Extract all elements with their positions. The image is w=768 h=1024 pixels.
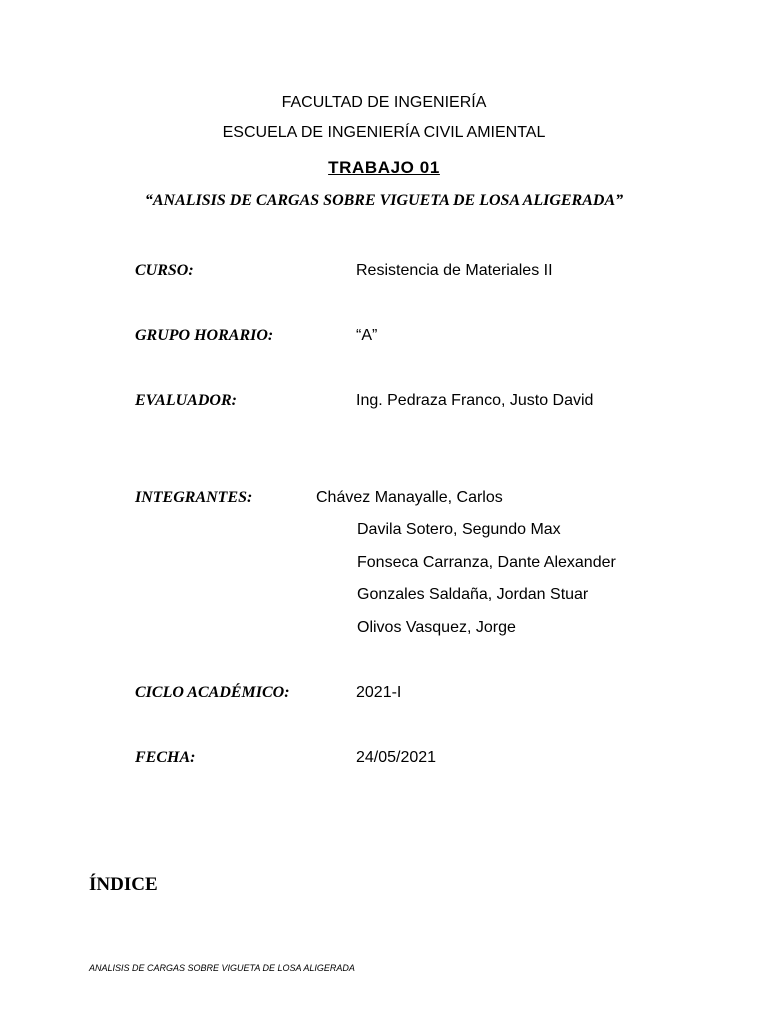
curso-label: CURSO: <box>135 262 194 279</box>
ciclo-academico-value: 2021-I <box>356 684 402 701</box>
integrante-name: Chávez Manayalle, Carlos <box>316 489 503 506</box>
curso-value: Resistencia de Materiales II <box>356 262 553 279</box>
integrante-name: Davila Sotero, Segundo Max <box>357 521 561 538</box>
grupo-horario-value: “A” <box>356 327 378 344</box>
assignment-title: TRABAJO 01 <box>328 158 440 177</box>
evaluador-label: EVALUADOR: <box>135 392 237 409</box>
grupo-horario-label: GRUPO HORARIO: <box>135 327 274 344</box>
integrantes-label: INTEGRANTES: <box>135 489 253 506</box>
assignment-subject: “ANALISIS DE CARGAS SOBRE VIGUETA DE LOSA ALIGERADA” <box>144 192 624 209</box>
integrante-name: Olivos Vasquez, Jorge <box>357 619 516 636</box>
integrante-name: Gonzales Saldaña, Jordan Stuar <box>357 586 589 603</box>
fecha-value: 24/05/2021 <box>356 749 437 766</box>
index-heading: ÍNDICE <box>89 874 158 895</box>
ciclo-academico-label: CICLO ACADÉMICO: <box>135 684 290 701</box>
page-footer: ANALISIS DE CARGAS SOBRE VIGUETA DE LOSA ALIGERADA <box>89 963 355 973</box>
evaluador-value: Ing. Pedraza Franco, Justo David <box>356 392 594 409</box>
fecha-label: FECHA: <box>135 749 196 766</box>
faculty-name: FACULTAD DE INGENIERÍA <box>281 94 487 111</box>
integrante-name: Fonseca Carranza, Dante Alexander <box>357 554 616 571</box>
school-name: ESCUELA DE INGENIERÍA CIVIL AMIENTAL <box>222 124 546 141</box>
